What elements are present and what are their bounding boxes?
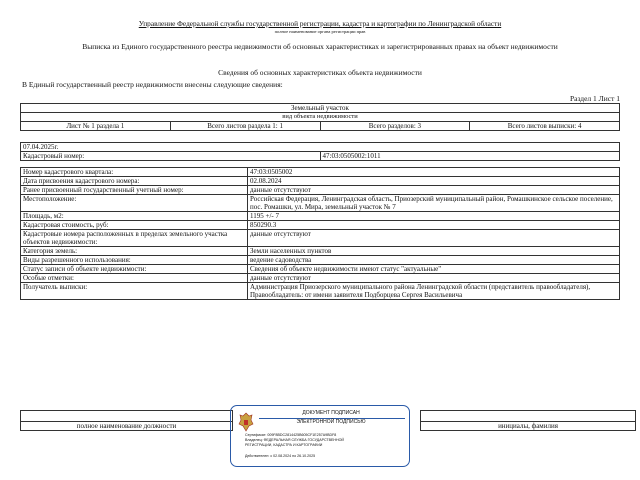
table-row xyxy=(21,256,620,265)
table-row xyxy=(21,265,620,274)
extract-sheets-total: Всего листов выписки: 4 xyxy=(470,122,620,131)
row-value: данные отсутствуют xyxy=(248,186,620,195)
row-label: Статус записи об объекте недвижимости: xyxy=(21,265,248,274)
name-caption: инициалы, фамилия xyxy=(421,422,636,431)
cadastral-header-table xyxy=(20,142,620,161)
signature-subtitle: ЭЛЕКТРОННОЙ ПОДПИСЬЮ xyxy=(296,419,366,425)
row-value: 47:03:0505002 xyxy=(248,168,620,177)
position-caption: полное наименование должности xyxy=(21,422,233,431)
certificate-owner: Владелец: ФЕДЕРАЛЬНАЯ СЛУЖБА ГОСУДАРСТВЕННОЙ РЕГИСТРАЦИИ, КАДАСТРА И КАРТОГРАФИИ xyxy=(245,438,344,447)
table-row xyxy=(21,221,620,230)
row-value: Администрация Приозерского муниципального района Ленинградской области (представитель правообладателя), Правообладатель: от имени заявителя Подборцева Сергея Васильевича xyxy=(248,283,620,300)
row-value: данные отсутствуют xyxy=(248,274,620,283)
details-table xyxy=(20,167,620,300)
sheet-number: Лист № 1 раздела 1 xyxy=(21,122,171,131)
sheets-total: Всего листов раздела 1: 1 xyxy=(170,122,320,131)
signature-title: ДОКУМЕНТ ПОДПИСАН xyxy=(302,410,360,416)
coat-of-arms-icon xyxy=(237,412,255,432)
table-row xyxy=(21,195,620,212)
row-label: Площадь, м2: xyxy=(21,212,248,221)
electronic-signature-stamp xyxy=(230,405,410,467)
sections-total: Всего разделов: 3 xyxy=(320,122,470,131)
section-intro: В Единый государственный реестр недвижимости внесены следующие сведения: xyxy=(22,80,283,89)
table-row xyxy=(21,283,620,300)
cadastral-number-value: 47:03:0505002:1011 xyxy=(320,152,620,161)
cadastral-number-label: Кадастровый номер: xyxy=(21,152,321,161)
document-title: Выписка из Единого государственного реестра недвижимости об основных характеристиках и зарегистрированных правах на объект недвижимости xyxy=(82,42,558,51)
page-reference: Раздел 1 Лист 1 xyxy=(569,94,620,103)
table-row xyxy=(21,274,620,283)
row-value: Российская Федерация, Ленинградская область, Приозерский муниципальный район, Ромашкинское сельское поселение, пос. Ромашки, ул. Мира, земельный участок № 7 xyxy=(248,195,620,212)
row-value: ведение садоводства xyxy=(248,256,620,265)
table-row xyxy=(21,230,620,247)
object-type: Земельный участок xyxy=(21,104,620,113)
row-label: Номер кадастрового квартала: xyxy=(21,168,248,177)
certificate-validity: Действителен: с 02.08.2024 по 26.10.2025 xyxy=(245,454,316,458)
row-label: Дата присвоения кадастрового номера: xyxy=(21,177,248,186)
object-type-table xyxy=(20,103,620,131)
row-label: Виды разрешенного использования: xyxy=(21,256,248,265)
section-title: Сведения об основных характеристиках объекта недвижимости xyxy=(218,68,422,77)
row-label: Особые отметки: xyxy=(21,274,248,283)
object-type-caption: вид объекта недвижимости xyxy=(21,113,620,122)
row-label: Категория земель: xyxy=(21,247,248,256)
row-value: Земли населенных пунктов xyxy=(248,247,620,256)
row-label: Получатель выписки: xyxy=(21,283,248,300)
agency-caption: полное наименование органа регистрации прав xyxy=(274,29,366,34)
table-row xyxy=(21,186,620,195)
agency-name: Управление Федеральной службы государственной регистрации, кадастра и картографии по Ленинградской области xyxy=(138,19,502,28)
certificate-number: Сертификат: 009F8BDC2814425B605CF1E257A9BDF8 xyxy=(245,433,337,437)
table-row xyxy=(21,177,620,186)
row-value: 850290.3 xyxy=(248,221,620,230)
row-label: Кадастровые номера расположенных в пределах земельного участка объектов недвижимости: xyxy=(21,230,248,247)
row-value: Сведения об объекте недвижимости имеют статус "актуальные" xyxy=(248,265,620,274)
table-row xyxy=(21,168,620,177)
row-value: 02.08.2024 xyxy=(248,177,620,186)
table-row xyxy=(21,212,620,221)
row-label: Местоположение: xyxy=(21,195,248,212)
row-label: Ранее присвоенный государственный учетный номер: xyxy=(21,186,248,195)
extract-date: 07.04.2025г. xyxy=(21,143,620,152)
table-row xyxy=(21,247,620,256)
position-cell xyxy=(21,411,233,422)
name-cell xyxy=(421,411,636,422)
row-value: 1195 +/- 7 xyxy=(248,212,620,221)
row-value: данные отсутствуют xyxy=(248,230,620,247)
row-label: Кадастровая стоимость, руб: xyxy=(21,221,248,230)
